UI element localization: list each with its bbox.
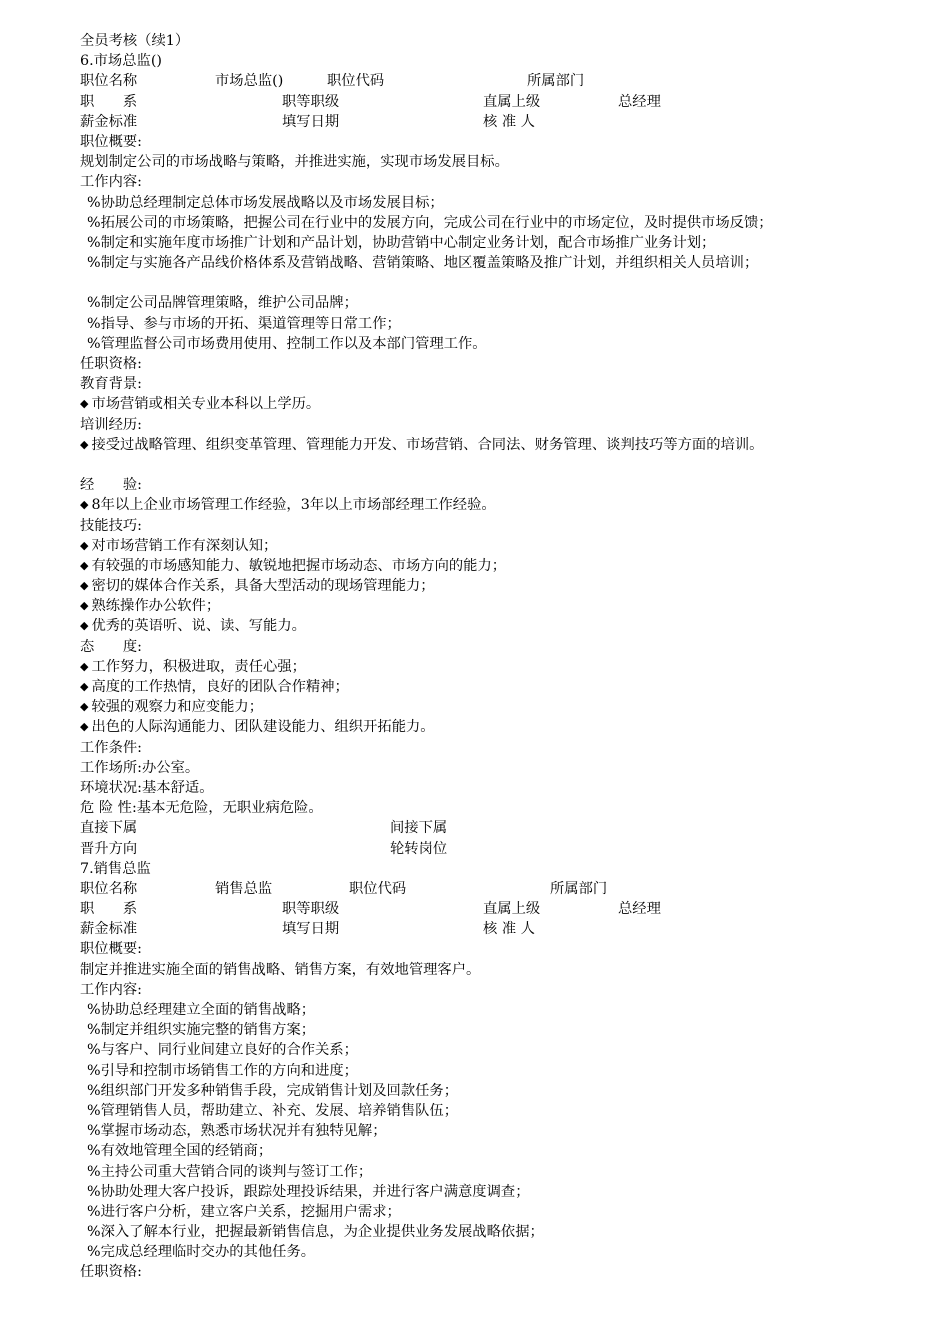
duty-item: %拓展公司的市场策略，把握公司在行业中的发展方向，完成公司在行业中的市场定位，及时提供市场反馈；: [87, 214, 773, 231]
field-label: 直属上级: [483, 901, 541, 918]
training-label: 培训经历:: [80, 416, 143, 433]
field-label: 直属上级: [483, 93, 541, 110]
attitude-item: ◆ 出色的人际沟通能力、团队建设能力、组织开拓能力。: [80, 717, 880, 737]
duty-item: %完成总经理临时交办的其他任务。: [87, 1244, 316, 1261]
field-label: 职等职级: [282, 901, 340, 918]
duty-item: %管理监督公司市场费用使用、控制工作以及本部门管理工作。: [87, 335, 487, 352]
experience-item: ◆ 8年以上企业市场管理工作经验，3年以上市场部经理工作经验。: [80, 495, 880, 515]
duty-item: %进行客户分析，建立客户关系，挖掘用户需求；: [87, 1203, 401, 1220]
field-label: 职位代码: [349, 880, 407, 897]
skill-item: ◆ 密切的媒体合作关系，具备大型活动的现场管理能力；: [80, 576, 880, 596]
attitude-label: 态 度:: [80, 638, 143, 655]
field-label: 填写日期: [282, 113, 340, 130]
risk: 危 险 性:基本无危险，无职业病危险。: [80, 800, 323, 817]
field-label: 晋升方向: [80, 840, 138, 857]
summary-text: 制定并推进实施全面的销售战略、销售方案，有效地管理客户。: [80, 961, 481, 978]
field-value: 市场总监(): [215, 73, 284, 90]
skill-item: ◆ 对市场营销工作有深刻认知；: [80, 536, 880, 556]
experience-label: 经 验:: [80, 477, 143, 494]
page-header: 全员考核（续1）: [80, 33, 190, 49]
info-row: [80, 92, 880, 112]
skill-item: ◆ 熟练操作办公软件；: [80, 596, 880, 616]
duty-item: %制定和实施年度市场推广计划和产品计划，协助营销中心制定业务计划，配合市场推广业务计划；: [87, 234, 716, 251]
duty-item: %主持公司重大营销合同的谈判与签订工作；: [87, 1163, 373, 1180]
field-label: 职 系: [80, 93, 138, 110]
summary-label: 职位概要:: [80, 941, 143, 958]
field-value: 总经理: [618, 93, 661, 110]
field-label: 职等职级: [282, 93, 340, 110]
subordinates-row: [80, 818, 880, 838]
duty-item: %与客户、同行业间建立良好的合作关系；: [87, 1042, 358, 1059]
attitude-item: ◆ 较强的观察力和应变能力；: [80, 697, 880, 717]
info-row: [80, 919, 880, 939]
field-label: 核 准 人: [483, 921, 535, 938]
duty-item: %协助总经理制定总体市场发展战略以及市场发展目标；: [87, 194, 444, 211]
field-value: 总经理: [618, 901, 661, 918]
document-page: [80, 31, 880, 1283]
section-title: 7.销售总监: [80, 860, 151, 877]
duty-item: %组织部门开发多种销售手段，完成销售计划及回款任务；: [87, 1082, 459, 1099]
duty-item: %深入了解本行业，把握最新销售信息，为企业提供业务发展战略依据；: [87, 1224, 544, 1241]
field-label: 职位名称: [80, 880, 138, 897]
section-title: 6.市场总监(): [80, 53, 162, 70]
qualification-label: 任职资格:: [80, 1264, 143, 1281]
field-label: 所属部门: [550, 880, 608, 897]
field-label: 核 准 人: [483, 113, 535, 130]
info-row: [80, 899, 880, 919]
info-row: [80, 112, 880, 132]
duty-item: %制定与实施各产品线价格体系及营销战略、营销策略、地区覆盖策略及推广计划，并组织相关人员培训；: [87, 255, 759, 272]
duty-item: %制定公司品牌管理策略，维护公司品牌；: [87, 295, 358, 312]
qualification-label: 任职资格:: [80, 356, 143, 373]
info-row: [80, 879, 880, 899]
field-label: 所属部门: [527, 73, 585, 90]
field-label: 薪金标准: [80, 921, 138, 938]
environment: 环境状况:基本舒适。: [80, 779, 214, 796]
field-label: 间接下属: [390, 820, 448, 837]
field-label: 职位代码: [327, 73, 385, 90]
duty-item: %协助处理大客户投诉，跟踪处理投诉结果，并进行客户满意度调查；: [87, 1183, 530, 1200]
attitude-item: ◆ 高度的工作热情，良好的团队合作精神；: [80, 677, 880, 697]
skills-label: 技能技巧:: [80, 517, 143, 534]
field-label: 薪金标准: [80, 113, 138, 130]
duty-item: %掌握市场动态，熟悉市场状况并有独特见解；: [87, 1123, 387, 1140]
duty-item: %制定并组织实施完整的销售方案；: [87, 1022, 316, 1039]
work-place: 工作场所:办公室。: [80, 759, 200, 776]
blank-line: [80, 455, 880, 475]
education-label: 教育背景:: [80, 376, 143, 393]
attitude-item: ◆ 工作努力，积极进取，责任心强；: [80, 657, 880, 677]
blank-line: [80, 273, 880, 293]
conditions-label: 工作条件:: [80, 739, 143, 756]
field-label: 填写日期: [282, 921, 340, 938]
skill-item: ◆ 优秀的英语听、说、读、写能力。: [80, 616, 880, 636]
duties-label: 工作内容:: [80, 981, 143, 998]
field-label: 轮转岗位: [390, 840, 448, 857]
skill-item: ◆ 有较强的市场感知能力、敏锐地把握市场动态、市场方向的能力；: [80, 556, 880, 576]
duty-item: %管理销售人员，帮助建立、补充、发展、培养销售队伍；: [87, 1102, 459, 1119]
field-value: 销售总监: [215, 880, 273, 897]
duties-label: 工作内容:: [80, 174, 143, 191]
career-row: [80, 839, 880, 859]
field-label: 职 系: [80, 901, 138, 918]
field-label: 直接下属: [80, 820, 138, 837]
info-row: [80, 71, 880, 91]
summary-text: 规划制定公司的市场战略与策略，并推进实施，实现市场发展目标。: [80, 154, 509, 171]
duty-item: %有效地管理全国的经销商；: [87, 1143, 273, 1160]
duty-item: %协助总经理建立全面的销售战略；: [87, 1002, 316, 1019]
field-label: 职位名称: [80, 73, 138, 90]
summary-label: 职位概要:: [80, 133, 143, 150]
duty-item: %指导、参与市场的开拓、渠道管理等日常工作；: [87, 315, 401, 332]
training-item: ◆ 接受过战略管理、组织变革管理、管理能力开发、市场营销、合同法、财务管理、谈判技巧等方面的培训。: [80, 435, 880, 455]
education-item: ◆ 市场营销或相关专业本科以上学历。: [80, 394, 880, 414]
duty-item: %引导和控制市场销售工作的方向和进度；: [87, 1062, 358, 1079]
